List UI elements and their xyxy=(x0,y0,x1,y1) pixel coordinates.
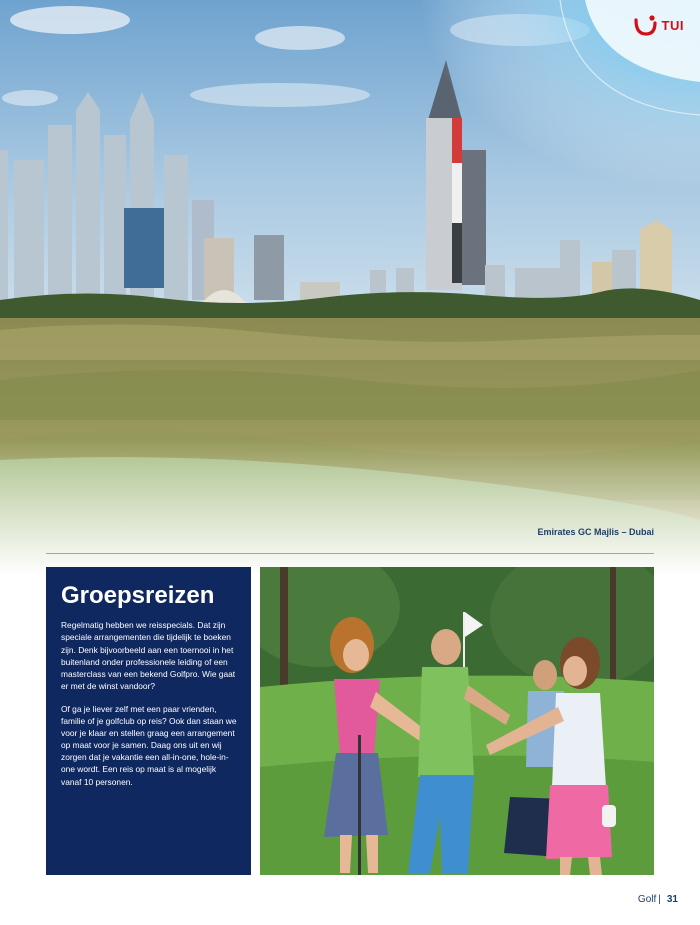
intro-paragraph: Regelmatig hebben we reisspecials. Dat zijn speciale arrangementen die tijdelijk te boeken zijn. Denk bijvoorbeeld aan een toernooi in het buitenland onder professionele leiding of een masterclass van een bekend Golfpro. Wie gaat er met de winst vandoor? xyxy=(61,620,236,691)
photo-caption: Emirates GC Majlis – Dubai xyxy=(537,527,654,537)
page-number: 31 xyxy=(666,894,678,905)
footer-section: Golf xyxy=(637,894,657,905)
page-footer xyxy=(638,894,678,905)
tui-smile-icon xyxy=(634,14,658,36)
custom-trip-paragraph: Of ga je liever zelf met een paar vrienden, familie of je golfclub op reis? Ook dan staan we voor je klaar en stellen graag een arrangement op maat voor je samen. Daag ons uit en wij zorgen dat je vakantie een all-in-one, hole-in-one wordt. Een reis op maat is al mogelijk vanaf 10 personen. xyxy=(61,703,237,787)
tui-logo xyxy=(634,14,684,36)
footer-separator: | xyxy=(658,894,661,905)
tui-logo-text: TUI xyxy=(661,17,684,33)
golfers-handshake-illustration xyxy=(260,567,654,875)
group-travel-box xyxy=(46,567,251,875)
golfers-photo xyxy=(260,567,654,875)
section-title: Groepsreizen xyxy=(61,582,215,609)
divider-line xyxy=(46,553,654,554)
